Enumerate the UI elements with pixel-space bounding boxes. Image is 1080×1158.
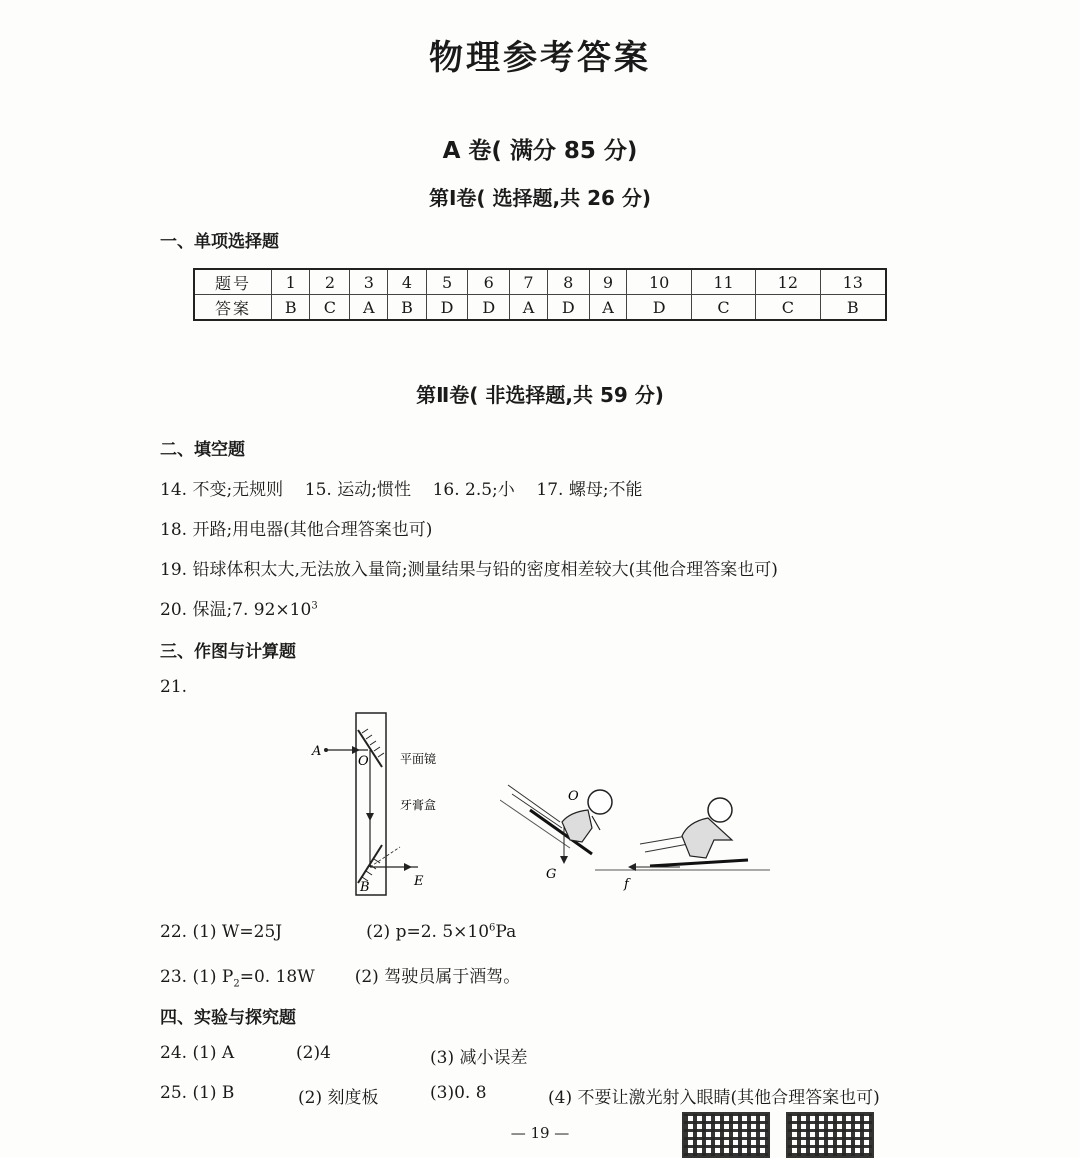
answer-line-18: 18. 开路;用电器(其他合理答案也可): [160, 520, 433, 540]
answer-line-22: 22. (1) W=25J (2) p=2. $5\times 10^6Pa$: [160, 922, 517, 942]
answer-cell: C: [310, 295, 350, 321]
question-number-cell: 7: [510, 269, 548, 295]
question-number-cell: 3: [350, 269, 388, 295]
answer-25-part3: (3)0. 8: [430, 1083, 487, 1103]
answer-25-part2: (2) 刻度板: [298, 1088, 379, 1108]
table-header-cell: 题号: [194, 269, 272, 295]
answer-line-19: 19. 铅球体积太大,无法放入量筒;测量结果与铅的密度相差较大(其他合理答案也可): [160, 560, 778, 580]
skier-right-helmet: [708, 798, 732, 822]
answer-cell: D: [468, 295, 510, 321]
question-number-cell: 2: [310, 269, 350, 295]
part1-heading: 第Ⅰ卷( 选择题,共 26 分): [428, 186, 652, 210]
answer-table: [193, 268, 887, 321]
label-A: A: [312, 744, 322, 759]
question-number-cell: 12: [756, 269, 820, 295]
section-fill-blank: 二、填空题: [160, 440, 245, 460]
table-row-numbers: [194, 269, 886, 295]
qr-code-icon: [682, 1112, 770, 1158]
section-experiment: 四、实验与探究题: [160, 1008, 296, 1028]
answer-cell: B: [820, 295, 886, 321]
paper-a-heading: A 卷( 满分 85 分): [442, 138, 638, 164]
part2-heading: 第Ⅱ卷( 非选择题,共 59 分): [416, 383, 664, 407]
label-G: G: [546, 867, 557, 882]
section-drawing-calc: 三、作图与计算题: [160, 642, 296, 662]
answer-24-part3: (3) 减小误差: [430, 1048, 528, 1068]
label-f: f: [624, 877, 629, 892]
table-row-answers: [194, 295, 886, 321]
question-number-cell: 11: [691, 269, 755, 295]
section-single-choice: 一、单项选择题: [160, 232, 279, 252]
answer-cell: C: [691, 295, 755, 321]
question-number-cell: 6: [468, 269, 510, 295]
answer-25-part4: (4) 不要让激光射入眼睛(其他合理答案也可): [548, 1088, 880, 1108]
answer-line-20: 20. 保温;7. $92\times 10^3$: [160, 600, 318, 620]
answer-line-23: 23. (1) $P_2=0$. 18W (2) 驾驶员属于酒驾。: [160, 967, 521, 990]
label-box: 牙膏盒: [400, 798, 437, 812]
answer-cell: A: [350, 295, 388, 321]
qr-code-icon: [786, 1112, 874, 1158]
answer-cell: A: [510, 295, 548, 321]
answer-cell: C: [756, 295, 820, 321]
label-B: B: [360, 880, 370, 895]
label-O2: O: [568, 789, 579, 804]
table-header-cell: 答案: [194, 295, 272, 321]
question-number-cell: 4: [388, 269, 426, 295]
answer-cell: D: [547, 295, 589, 321]
slope-line: [500, 800, 570, 848]
question-number-cell: 9: [589, 269, 627, 295]
question-number-cell: 10: [627, 269, 691, 295]
answer-25-part1: 25. (1) B: [160, 1083, 235, 1103]
ski-pole-left: [508, 785, 560, 822]
answer-cell: D: [426, 295, 468, 321]
question-number-cell: 5: [426, 269, 468, 295]
skier-diagram: [500, 770, 780, 895]
question-number-cell: 8: [547, 269, 589, 295]
label-E: E: [414, 874, 424, 889]
page-number: — 19 —: [510, 1124, 570, 1142]
question-21-label: 21.: [160, 677, 188, 697]
answer-24-part1: 24. (1) A: [160, 1043, 235, 1063]
optics-diagram: [300, 705, 460, 900]
answer-line-14-17: 14. 不变;无规则 15. 运动;惯性 16. 2.5;小 17. 螺母;不能: [160, 480, 643, 500]
ski-right: [650, 860, 748, 866]
answer-cell: B: [272, 295, 310, 321]
label-mirror: 平面镜: [400, 752, 437, 766]
question-number-cell: 1: [272, 269, 310, 295]
label-O: O: [358, 754, 369, 769]
toothpaste-box-outline: [356, 713, 386, 895]
answer-24-part2: (2)4: [296, 1043, 331, 1063]
answer-cell: D: [627, 295, 691, 321]
answer-cell: B: [388, 295, 426, 321]
skier-left-helmet: [588, 790, 612, 814]
document-title: 物理参考答案: [429, 38, 651, 78]
answer-cell: A: [589, 295, 627, 321]
question-number-cell: 13: [820, 269, 886, 295]
skier-right-body: [682, 818, 732, 858]
